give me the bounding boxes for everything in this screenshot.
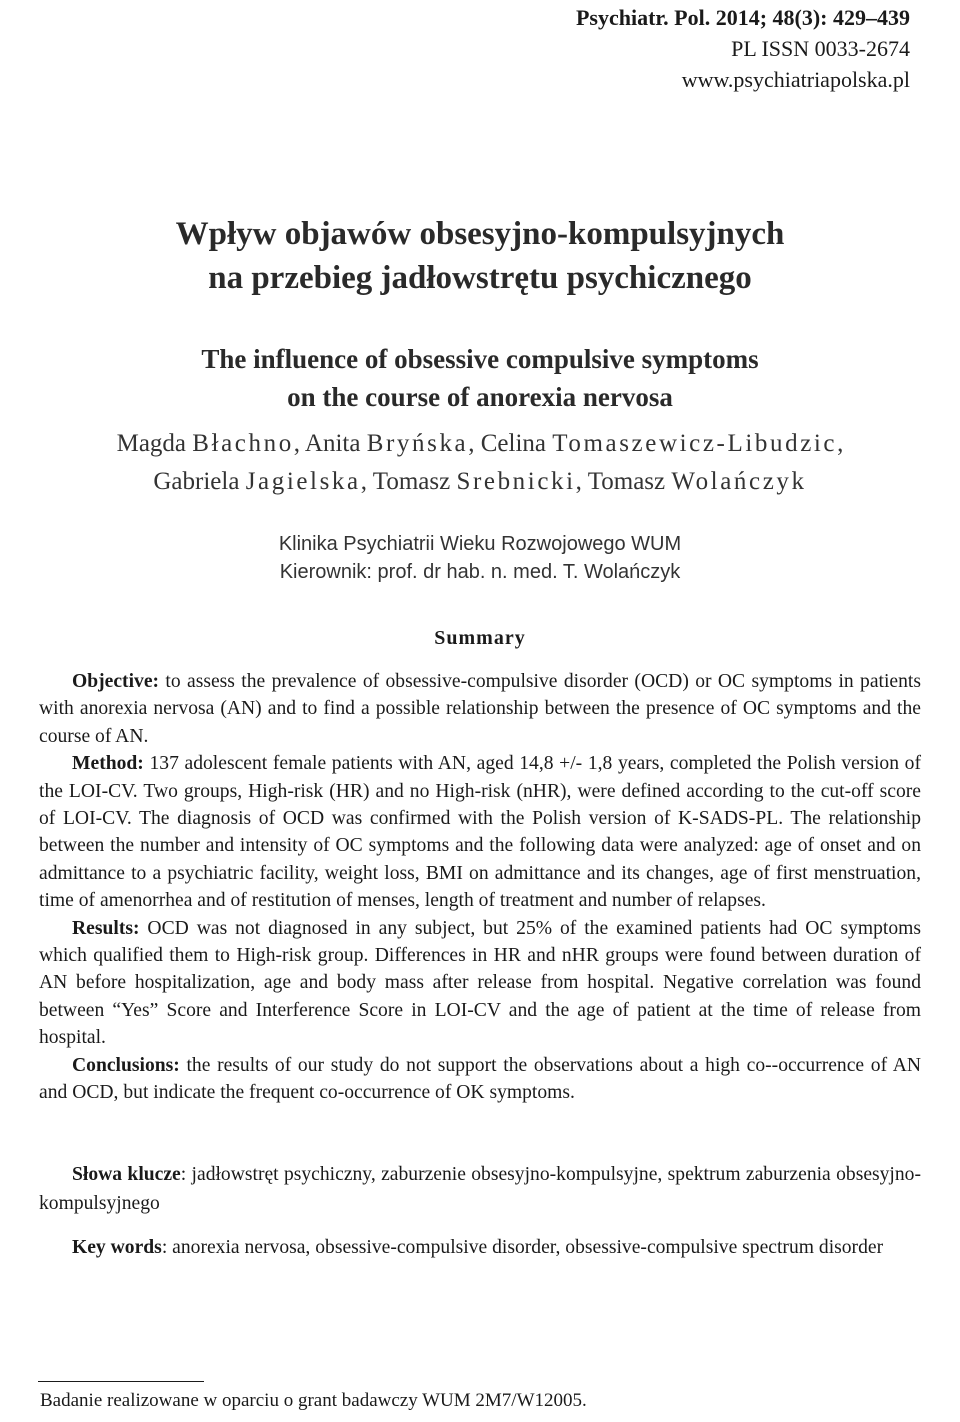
issn: PL ISSN 0033-2674 [731, 36, 910, 61]
author-list [0, 425, 960, 501]
summary-heading: Summary [434, 627, 526, 649]
author-last-name: Bryńska [366, 430, 469, 457]
author-last-name: Srebnicki [456, 468, 576, 495]
title-polish-line-2: na przebieg jadłowstrętu psychicznego [208, 260, 752, 296]
title-english-line-1: The influence of obsessive compulsive symptoms [201, 344, 759, 374]
author-separator: , [293, 430, 305, 457]
results-text: OCD was not diagnosed in any subject, but 25% of the examined patients had OC symptoms which qualified them to High-risk group. Differences in HR and nHR groups were found between duration of AN before hospitalization, age and body mass after release from hospital. Negative correlation was found between “Yes” Score and Interference Score in LOI-CV and the age of patient at the time of release from hospital. [39, 917, 921, 1049]
abstract-conclusions [39, 1052, 921, 1107]
author-last-name: Błachno [192, 430, 294, 457]
author-line-1 [0, 425, 960, 463]
author-separator: , [468, 430, 481, 457]
author-first-name: Gabriela [153, 468, 240, 495]
keywords-english-paragraph [39, 1233, 921, 1262]
objective-text: to assess the prevalence of obsessive-compulsive disorder (OCD) or OC symptoms in patients with anorexia nervosa (AN) and to find a possible relationship between the presence of OC symptoms and the course of AN. [39, 671, 921, 747]
affiliation [0, 530, 960, 586]
keywords-english-text: : anorexia nervosa, obsessive-compulsive disorder, obsessive-compulsive spectrum disorder [161, 1237, 884, 1258]
journal-citation: Psychiatr. Pol. 2014; 48(3): 429–439 [575, 5, 910, 30]
conclusions-label: Conclusions: [72, 1054, 180, 1076]
keywords-polish-label: Słowa klucze [72, 1164, 181, 1185]
conclusions-text: the results of our study do not support the observations about a high co--occurrence of AN and OCD, but indicate the frequent co-occurrence of OK symptoms. [39, 1054, 921, 1104]
author-first-name: Tomasz [587, 468, 666, 495]
keywords-polish-paragraph [39, 1160, 921, 1218]
keywords-polish-text: : jadłowstręt psychiczny, zaburzenie obsesyjno-kompulsyjne, spektrum zaburzenia obsesyjno-kompulsyjnego [39, 1164, 921, 1214]
keywords-polish [39, 1160, 921, 1218]
author-last-name: Wolańczyk [671, 468, 807, 495]
abstract-objective [39, 668, 921, 750]
author-separator: , [837, 430, 844, 457]
footnote-divider [38, 1381, 204, 1382]
abstract-results [39, 915, 921, 1052]
title-english-line-2: on the course of anorexia nervosa [287, 382, 673, 412]
abstract-method [39, 750, 921, 914]
title-polish-line-1: Wpływ objawów obsesyjno-kompulsyjnych [175, 216, 785, 252]
results-label: Results: [72, 917, 140, 939]
author-first-name: Celina [480, 430, 547, 457]
title-english [0, 340, 960, 416]
author-first-name: Magda [116, 430, 187, 457]
author-separator: , [575, 468, 588, 495]
journal-header [576, 2, 910, 95]
title-polish [0, 212, 960, 300]
author-first-name: Anita [304, 430, 361, 457]
author-line-2 [0, 463, 960, 501]
method-label: Method: [72, 753, 144, 775]
method-text: 137 adolescent female patients with AN, aged 14,8 +/- 1,8 years, completed the Polish version of the LOI-CV. Two groups, High-risk (HR) and no High-risk (nHR), were defined according to the cut-off score of LOI-CV. The diagnosis of OCD was confirmed with the Polish version of K-SADS-PL. The relationship between the number and intensity of OC symptoms and the following data were analyzed: age of onset and on admittance to a psychiatric facility, weight loss, BMI on admittance and its changes, age of first menstruation, time of amenorrhea and of restitution of menses, length of treatment and number of relapses. [39, 753, 921, 912]
author-separator: , [360, 468, 373, 495]
keywords-english-label: Key words [72, 1237, 162, 1258]
affiliation-head: Kierownik: prof. dr hab. n. med. T. Wolańczyk [279, 561, 681, 583]
journal-url: www.psychiatriapolska.pl [681, 67, 910, 92]
footnote: Badanie realizowane w oparciu o grant badawczy WUM 2M7/W12005. [40, 1390, 587, 1411]
objective-label: Objective: [72, 671, 160, 692]
abstract [39, 668, 921, 1107]
author-last-name: Tomaszewicz-Libudzic [552, 430, 838, 457]
author-first-name: Tomasz [372, 468, 451, 495]
author-last-name: Jagielska [245, 468, 361, 495]
affiliation-clinic: Klinika Psychiatrii Wieku Rozwojowego WUM [278, 533, 682, 555]
keywords-english [39, 1233, 921, 1262]
